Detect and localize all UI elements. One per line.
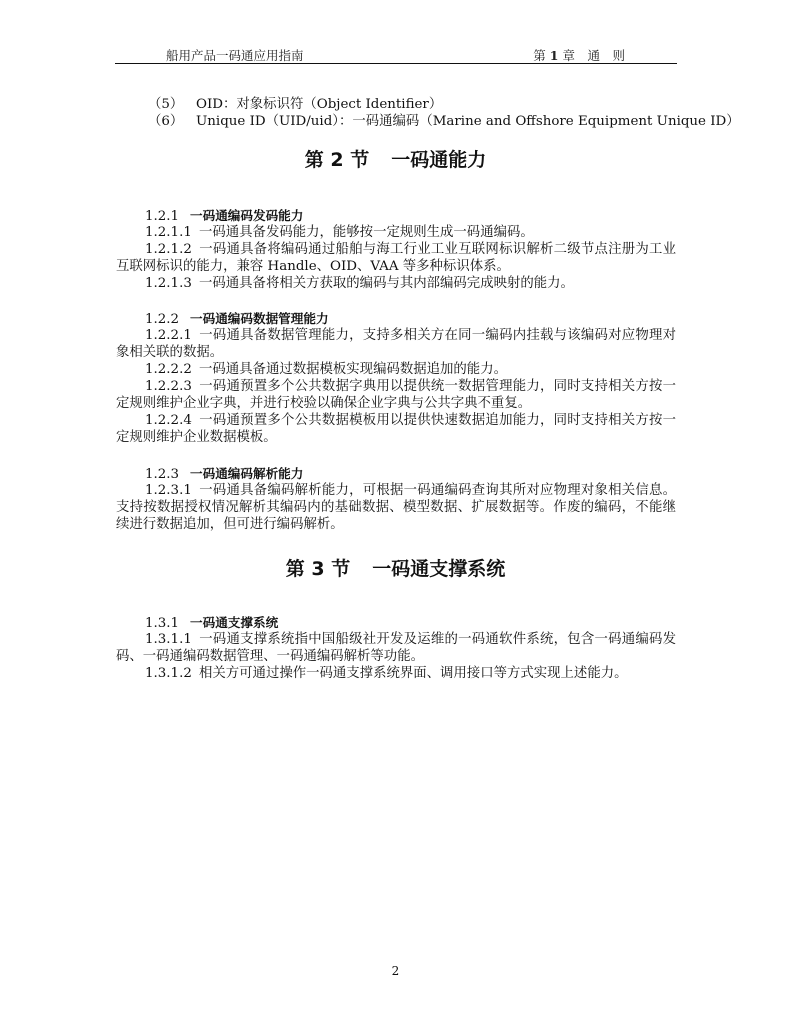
header-chapter-number: 1 — [549, 48, 559, 63]
clause-text: 一码通具备数据管理能力，支持多相关方在同一编码内挂载与该编码对应物理对象相关联的数据。 — [116, 328, 676, 360]
subsection-number: 1.2.3 — [145, 467, 180, 482]
clause-number: 1.2.1.3 — [145, 276, 192, 291]
subsection-title: 一码通编码发码能力 — [190, 208, 304, 223]
clause-paragraph — [116, 327, 676, 361]
clause-paragraph — [116, 631, 676, 665]
subsection-heading — [145, 465, 303, 483]
page-number: 2 — [391, 964, 400, 978]
clause-text: 相关方可通过操作一码通支撑系统界面、调用接口等方式实现上述能力。 — [199, 666, 628, 681]
def-number: （6） — [148, 114, 184, 129]
header-chapter-title: 章 通 则 — [562, 48, 625, 63]
def-text: Unique ID（UID/uid）：一码通编码（Marine and Offshore Equipment Unique ID） — [196, 114, 740, 129]
clause-paragraph — [116, 241, 676, 275]
clause-text: 一码通具备通过数据模板实现编码数据追加的能力。 — [199, 362, 507, 377]
clause-text: 一码通具备发码能力，能够按一定规则生成一码通编码。 — [199, 225, 534, 240]
clause-number: 1.2.2.1 — [145, 328, 192, 343]
header-title: 船用产品一码通应用指南 — [166, 48, 304, 63]
subsection-heading — [145, 310, 329, 328]
clause-number: 1.2.1.2 — [145, 242, 192, 257]
clause-paragraph — [116, 378, 676, 412]
clause-paragraph — [116, 412, 676, 446]
clause-text: 一码通支撑系统指中国船级社开发及运维的一码通软件系统，包含一码通编码发码、一码通编码数据管理、一码通编码解析等功能。 — [116, 632, 676, 664]
clause-number: 1.3.1.2 — [145, 666, 192, 681]
header-rule — [115, 63, 677, 64]
clause-number: 1.2.2.2 — [145, 362, 192, 377]
section-heading — [0, 148, 791, 172]
clause-text: 一码通具备将编码通过船舶与海工行业工业互联网标识解析二级节点注册为工业互联网标识的能力，兼容 Handle、OID、VAA 等多种标识体系。 — [116, 242, 676, 274]
clause-paragraph — [116, 361, 676, 378]
clause-text: 一码通预置多个公共数据字典用以提供统一数据管理能力，同时支持相关方按一定规则维护企业字典，并进行校验以确保企业字典与公共字典不重复。 — [116, 379, 676, 411]
clause-number: 1.2.2.4 — [145, 413, 192, 428]
clause-text: 一码通预置多个公共数据模板用以提供快速数据追加能力，同时支持相关方按一定规则维护企业数据模板。 — [116, 413, 676, 445]
clause-text: 一码通具备编码解析能力，可根据一码通编码查询其所对应物理对象相关信息。支持按数据授权情况解析其编码内的基础数据、模型数据、扩展数据等。作废的编码，不能继续进行数据追加，但可进行编码解析。 — [116, 483, 676, 532]
subsection-heading — [145, 207, 303, 225]
clause-number: 1.2.2.3 — [145, 379, 192, 394]
running-header — [115, 44, 677, 64]
section-title: 一码通支撑系统 — [372, 558, 506, 580]
def-item — [148, 96, 442, 113]
def-number: （5） — [148, 97, 184, 112]
section-title: 一码通能力 — [391, 149, 487, 171]
header-chapter-prefix: 第 — [533, 48, 546, 63]
subsection-title: 一码通编码解析能力 — [190, 466, 304, 481]
clause-paragraph — [116, 482, 676, 533]
clause-paragraph — [116, 224, 676, 241]
clause-paragraph — [116, 275, 676, 292]
clause-text: 一码通具备将相关方获取的编码与其内部编码完成映射的能力。 — [199, 276, 574, 291]
clause-number: 1.2.3.1 — [145, 483, 192, 498]
subsection-number: 1.2.1 — [145, 209, 180, 224]
clause-number: 1.2.1.1 — [145, 225, 192, 240]
subsection-heading — [145, 614, 278, 632]
subsection-title: 一码通支撑系统 — [190, 615, 279, 630]
header-chapter — [533, 46, 625, 64]
section-number: 第 2 节 — [304, 149, 370, 171]
section-heading — [0, 557, 791, 581]
clause-number: 1.3.1.1 — [145, 632, 192, 647]
section-number: 第 3 节 — [285, 558, 351, 580]
def-text: OID：对象标识符（Object Identifier） — [196, 97, 443, 112]
def-item — [148, 113, 740, 130]
clause-paragraph — [116, 665, 676, 682]
subsection-number: 1.3.1 — [145, 616, 180, 631]
subsection-title: 一码通编码数据管理能力 — [190, 311, 329, 326]
subsection-number: 1.2.2 — [145, 312, 180, 327]
